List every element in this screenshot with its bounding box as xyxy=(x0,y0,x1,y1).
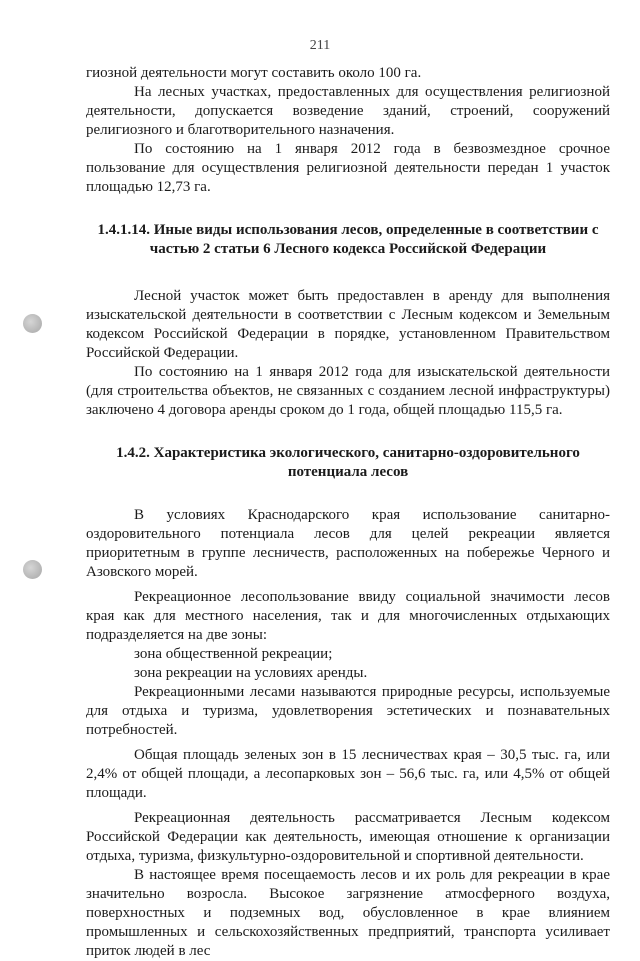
list-item: зона общественной рекреации; xyxy=(134,646,333,662)
section-heading: 1.4.2. Характеристика экологического, санитарно-оздоровительного потенциала лесов xyxy=(116,445,580,480)
paragraph: Рекреационными лесами называются природные ресурсы, используемые для отдыха и туризма, удовлетворения эстетических и познавательных потребностей. xyxy=(86,684,610,738)
paragraph: Лесной участок может быть предоставлен в аренду для выполнения изыскательской деятельности в соответствии с Лесным кодексом и Земельным кодексом Российской Федерации в порядке, установленном Правительством Российской Федерации. xyxy=(86,288,610,361)
page-number: 211 xyxy=(309,38,331,53)
list-item: зона рекреации на условиях аренды. xyxy=(134,665,368,681)
binder-hole-mark xyxy=(23,314,42,333)
paragraph: Рекреационная деятельность рассматривается Лесным кодексом Российской Федерации как деятельность, имеющая отношение к организации отдыха, туризма, физкультурно-оздоровительной и спортивной деятельности. xyxy=(86,810,610,864)
document-body xyxy=(86,64,610,961)
paragraph: На лесных участках, предоставленных для осуществления религиозной деятельности, допускается возведение зданий, строений, сооружений религиозного и благотворительного назначения. xyxy=(86,84,610,138)
paragraph: Общая площадь зеленых зон в 15 лесничествах края – 30,5 тыс. га, или 2,4% от общей площади, а лесопарковых зон – 56,6 тыс. га, или 4,5% от общей площади. xyxy=(86,747,610,801)
paragraph: По состоянию на 1 января 2012 года в безвозмездное срочное пользование для осуществления религиозной деятельности передан 1 участок площадью 12,73 га. xyxy=(86,141,610,195)
paragraph: В настоящее время посещаемость лесов и их роль для рекреации в крае значительно возросла. Высокое загрязнение атмосферного воздуха, поверхностных и подземных вод, обусловленное в крае влиянием промышленных и сельскохозяйственных предприятий, транспорта усиливает приток людей в лес xyxy=(86,867,610,959)
paragraph: Рекреационное лесопользование ввиду социальной значимости лесов края как для местного населения, так и для многочисленных отдыхающих подразделяется на две зоны: xyxy=(86,589,610,643)
paragraph: гиозной деятельности могут составить около 100 га. xyxy=(86,65,422,81)
section-heading: 1.4.1.14. Иные виды использования лесов, определенные в соответствии с частью 2 статьи 6 Лесного кодекса Российской Федерации xyxy=(97,222,599,257)
paragraph: В условиях Краснодарского края использование санитарно-оздоровительного потенциала лесов для целей рекреации является приоритетным в группе лесничеств, расположенных на побережье Черного и Азовского морей. xyxy=(86,507,610,580)
paragraph: По состоянию на 1 января 2012 года для изыскательской деятельности (для строительства объектов, не связанных с созданием лесной инфраструктуры) заключено 4 договора аренды сроком до 1 года, общей площадью 115,5 га. xyxy=(86,364,610,418)
binder-hole-mark xyxy=(23,560,42,579)
